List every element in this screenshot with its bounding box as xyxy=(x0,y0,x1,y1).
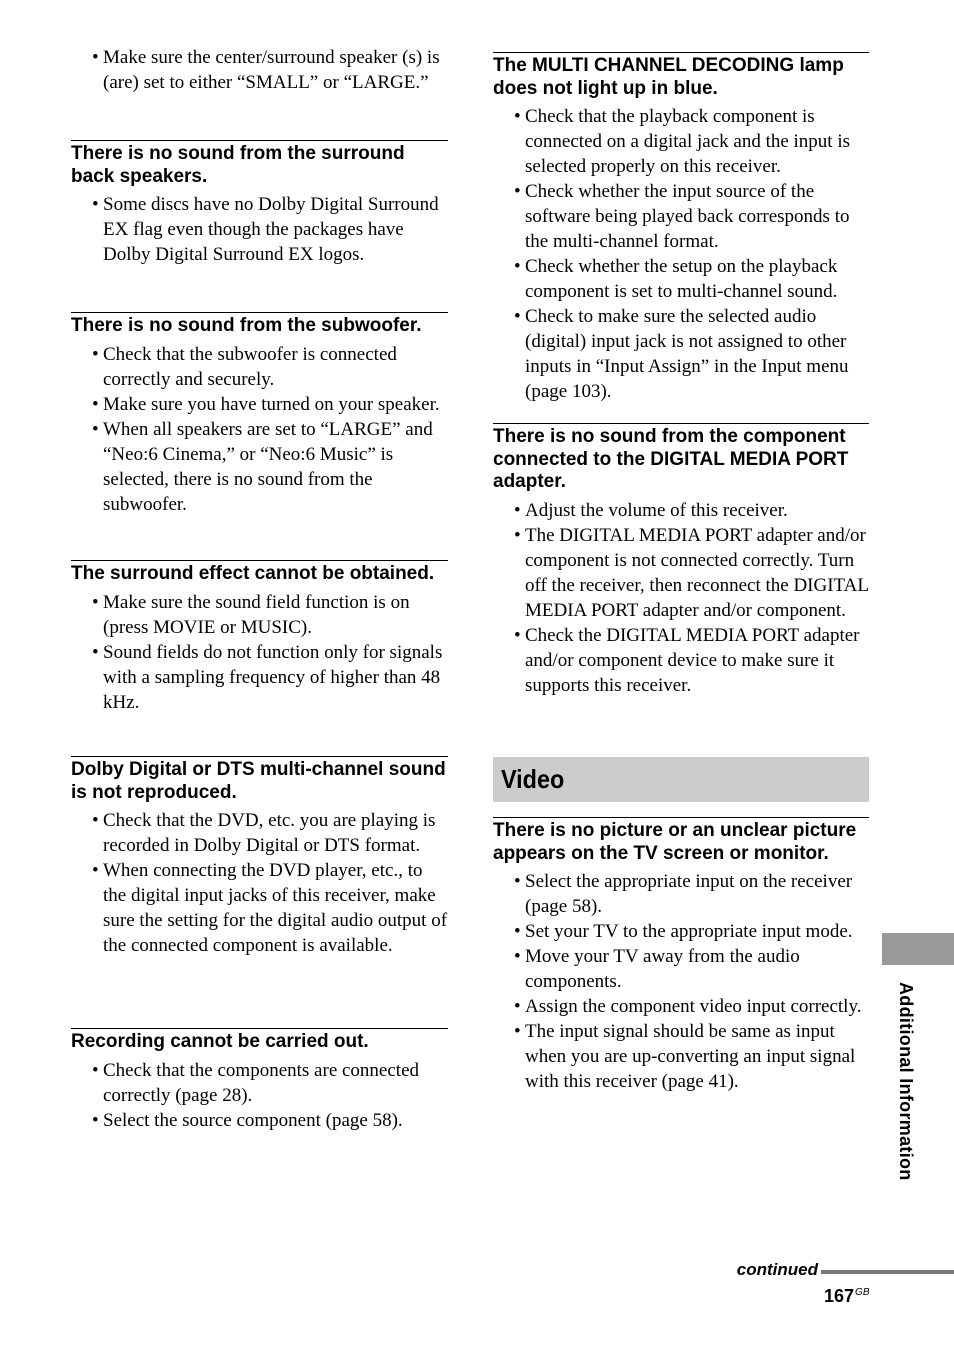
video-section-title: Video xyxy=(501,764,565,794)
section-digital-media-port xyxy=(493,423,869,698)
list-item: • Check whether the input source of the software being played back corresponds to the multi-channel format. xyxy=(493,179,869,254)
section-heading: The MULTI CHANNEL DECODING lamp does not light up in blue. xyxy=(493,55,844,99)
list-item: • Assign the component video input correctly. xyxy=(493,994,869,1019)
list-item: • The input signal should be same as input when you are up-converting an input signal with this receiver (page 41). xyxy=(493,1019,869,1094)
section-subwoofer xyxy=(71,312,448,517)
section-surround-effect xyxy=(71,560,448,715)
section-heading: Dolby Digital or DTS multi-channel sound is not reproduced. xyxy=(71,759,446,803)
section-bullets xyxy=(71,590,448,715)
video-section-band xyxy=(493,757,869,802)
section-bullets xyxy=(493,498,869,698)
list-item: • When all speakers are set to “LARGE” and “Neo:6 Cinema,” or “Neo:6 Music” is selected, there is no sound from the subwoofer. xyxy=(71,417,448,517)
continued-bar xyxy=(821,1270,954,1274)
section-bullets xyxy=(71,342,448,517)
list-item: • Check whether the setup on the playback component is set to multi-channel sound. xyxy=(493,254,869,304)
page-number xyxy=(824,1281,870,1308)
list-item: • Set your TV to the appropriate input mode. xyxy=(493,919,869,944)
list-item: • Check that the DVD, etc. you are playing is recorded in Dolby Digital or DTS format. xyxy=(71,808,448,858)
list-item: • Check the DIGITAL MEDIA PORT adapter and/or component device to make sure it supports this receiver. xyxy=(493,623,869,698)
list-item: • Adjust the volume of this receiver. xyxy=(493,498,869,523)
list-item: • Check that the subwoofer is connected correctly and securely. xyxy=(71,342,448,392)
list-item: • Sound fields do not function only for signals with a sampling frequency of higher than 48 kHz. xyxy=(71,640,448,715)
list-item: • Move your TV away from the audio components. xyxy=(493,944,869,994)
section-dolby-dts xyxy=(71,756,448,958)
list-item: • Check to make sure the selected audio (digital) input jack is not assigned to other inputs in “Input Assign” in the Input menu (page 103). xyxy=(493,304,869,404)
list-item: • Make sure the sound field function is on (press MOVIE or MUSIC). xyxy=(71,590,448,640)
page-number-value: 167 xyxy=(824,1286,855,1306)
section-heading: The surround effect cannot be obtained. xyxy=(71,563,435,584)
section-bullets xyxy=(71,1058,448,1133)
list-item: • Make sure you have turned on your speaker. xyxy=(71,392,448,417)
section-surround-back xyxy=(71,140,448,267)
section-bullets xyxy=(493,869,869,1094)
list-item: • Select the source component (page 58). xyxy=(71,1108,448,1133)
page-number-suffix: GB xyxy=(855,1287,870,1298)
intro-bullets xyxy=(71,45,448,95)
section-heading: There is no sound from the surround back speakers. xyxy=(71,143,405,187)
section-bullets xyxy=(493,104,869,404)
section-heading: There is no picture or an unclear picture appears on the TV screen or monitor. xyxy=(493,820,857,864)
list-item: • When connecting the DVD player, etc., to the digital input jacks of this receiver, make sure the setting for the digital audio output of the connected component is available. xyxy=(71,858,448,958)
continued-label: continued xyxy=(736,1260,818,1279)
section-recording xyxy=(71,1028,448,1133)
section-no-picture xyxy=(493,817,869,1094)
section-heading: Recording cannot be carried out. xyxy=(71,1031,369,1052)
section-heading: There is no sound from the subwoofer. xyxy=(71,315,422,336)
continued-indicator xyxy=(700,1258,954,1282)
list-item: • The DIGITAL MEDIA PORT adapter and/or component is not connected correctly. Turn off the receiver, then reconnect the DIGITAL MEDIA PORT adapter and/or component. xyxy=(493,523,869,623)
chapter-tab xyxy=(882,933,954,965)
section-multi-channel-lamp xyxy=(493,52,869,404)
chapter-tab-label: Additional Information xyxy=(896,982,916,1181)
section-bullets xyxy=(71,192,448,267)
list-item: • Check that the components are connected correctly (page 28). xyxy=(71,1058,448,1108)
list-item: • Some discs have no Dolby Digital Surround EX flag even though the packages have Dolby Digital Surround EX logos. xyxy=(71,192,448,267)
section-heading: There is no sound from the component connected to the DIGITAL MEDIA PORT adapter. xyxy=(493,426,849,492)
list-item: • Make sure the center/surround speaker (s) is (are) set to either “SMALL” or “LARGE.” xyxy=(71,45,448,95)
section-bullets xyxy=(71,808,448,958)
list-item: • Select the appropriate input on the receiver (page 58). xyxy=(493,869,869,919)
list-item: • Check that the playback component is connected on a digital jack and the input is selected properly on this receiver. xyxy=(493,104,869,179)
